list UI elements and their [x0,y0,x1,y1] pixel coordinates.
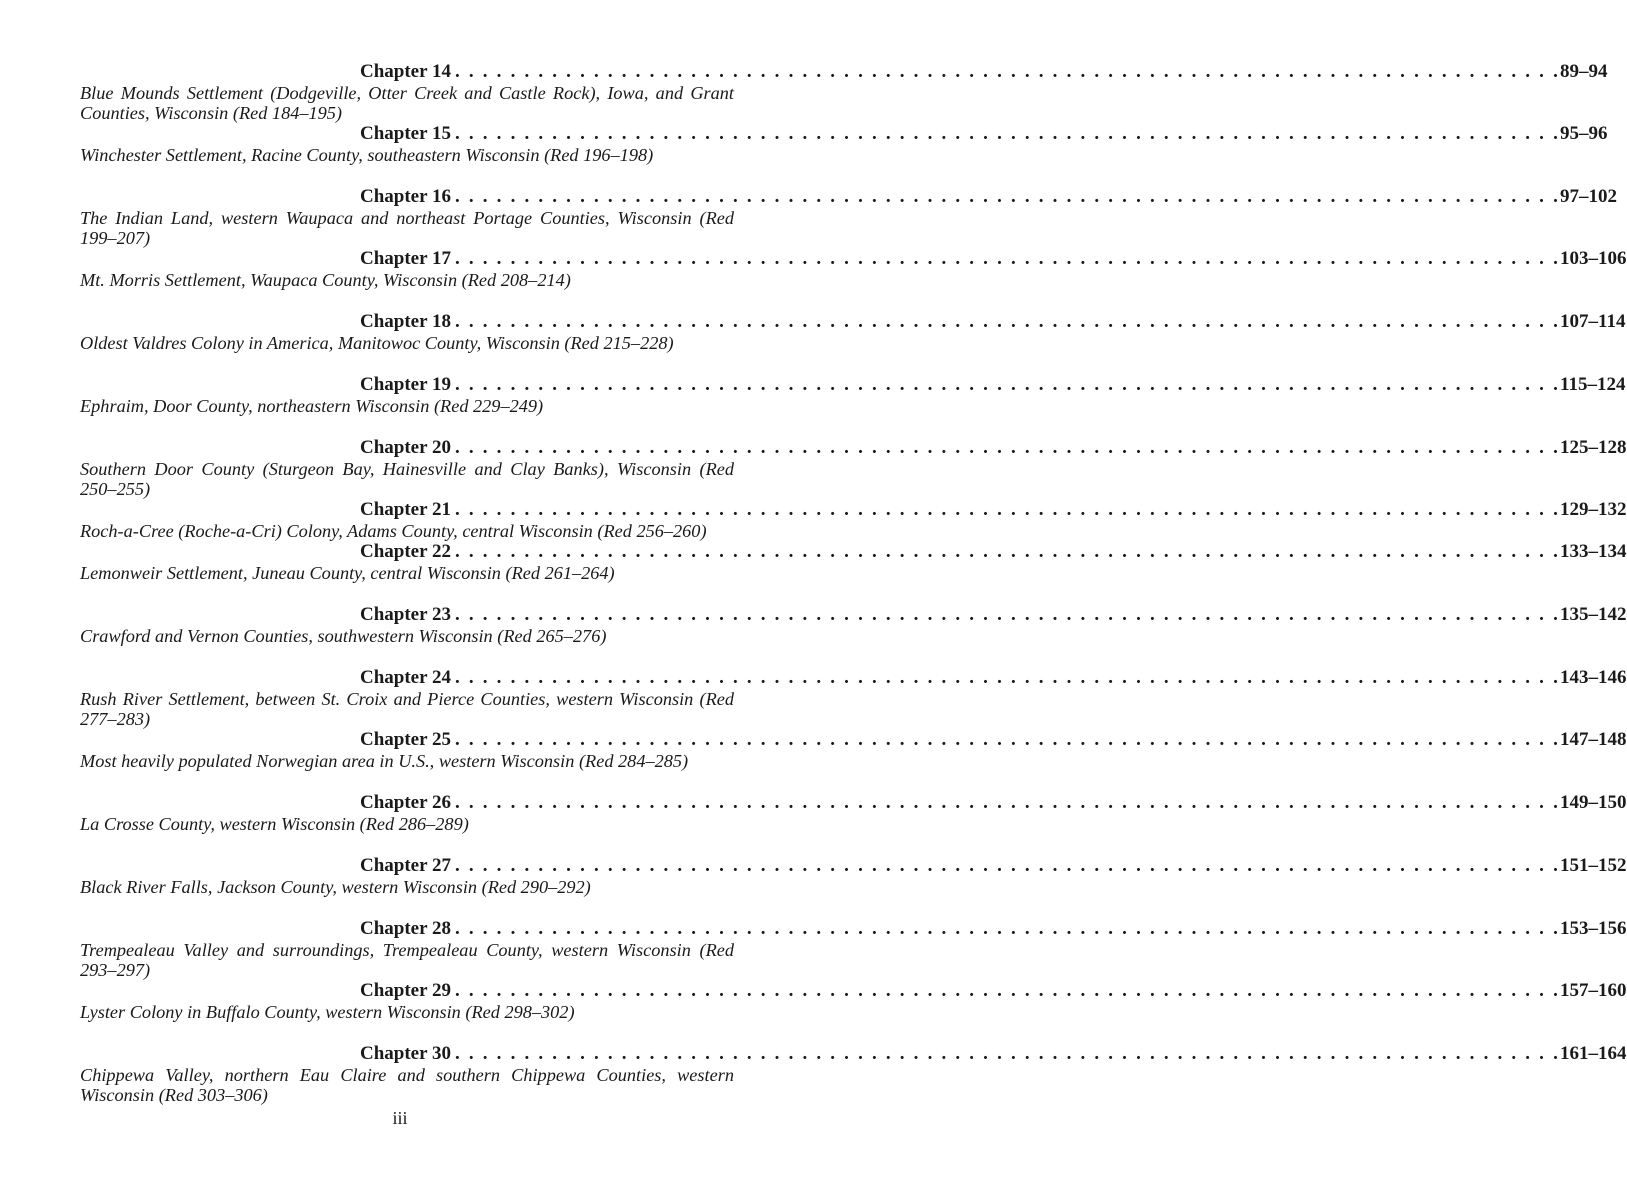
chapter-description: Black River Falls, Jackson County, western Wisconsin (Red 290–292) [80,877,591,897]
toc-entry [80,541,1627,583]
dot-leader: . . . . . . . . . . . . . . . . . . . . . . . . . . . . . . . . . . . . . . . . . . . . . . . . . . . . . . . . . . . . . . . . . . . . . . . . . . . . . . . . [454,61,1561,82]
toc-entry [80,499,1627,541]
page-range: 89–94 [1560,61,1608,82]
toc-entry [80,61,1608,123]
chapter-description: Most heavily populated Norwegian area in U.S., western Wisconsin (Red 284–285) [80,751,689,771]
page-range: 147–148 [1560,729,1627,750]
page-range: 161–164 [1560,1043,1627,1064]
chapter-title: Chapter 17 [360,248,451,269]
page-range: 153–156 [1560,918,1627,939]
chapter-description: The Indian Land, western Waupaca and northeast Portage Counties, Wisconsin (Red 199–207) [80,208,734,248]
chapter-description: La Crosse County, western Wisconsin (Red 286–289) [80,814,469,834]
chapter-description: Mt. Morris Settlement, Waupaca County, Wisconsin (Red 208–214) [80,270,571,290]
chapter-title: Chapter 18 [360,311,451,332]
dot-leader: . . . . . . . . . . . . . . . . . . . . . . . . . . . . . . . . . . . . . . . . . . . . . . . . . . . . . . . . . . . . . . . . . . . . . . . . . . . . . . . . [454,437,1561,458]
toc-entry [80,437,1627,499]
dot-leader: . . . . . . . . . . . . . . . . . . . . . . . . . . . . . . . . . . . . . . . . . . . . . . . . . . . . . . . . . . . . . . . . . . . . . . . . . . . . . . . . [454,186,1561,207]
chapter-title: Chapter 28 [360,918,451,939]
chapter-title: Chapter 22 [360,541,451,562]
chapter-title: Chapter 16 [360,186,451,207]
chapter-description: Lyster Colony in Buffalo County, western Wisconsin (Red 298–302) [80,1002,575,1022]
chapter-description: Chippewa Valley, northern Eau Claire and southern Chippewa Counties, western Wisconsin (Red 303–306) [80,1065,734,1105]
page-range: 103–106 [1560,248,1627,269]
toc-entry [80,918,1627,980]
chapter-title: Chapter 23 [360,604,451,625]
toc-entry [80,248,1627,290]
dot-leader: . . . . . . . . . . . . . . . . . . . . . . . . . . . . . . . . . . . . . . . . . . . . . . . . . . . . . . . . . . . . . . . . . . . . . . . . . . . . . . . . [454,311,1561,332]
page-range: 97–102 [1560,186,1618,207]
toc-entry [80,123,1608,165]
toc-entry [80,980,1627,1022]
dot-leader: . . . . . . . . . . . . . . . . . . . . . . . . . . . . . . . . . . . . . . . . . . . . . . . . . . . . . . . . . . . . . . . . . . . . . . . . . . . . . . . . [454,248,1561,269]
dot-leader: . . . . . . . . . . . . . . . . . . . . . . . . . . . . . . . . . . . . . . . . . . . . . . . . . . . . . . . . . . . . . . . . . . . . . . . . . . . . . . . . [454,667,1561,688]
chapter-title: Chapter 14 [360,61,451,82]
dot-leader: . . . . . . . . . . . . . . . . . . . . . . . . . . . . . . . . . . . . . . . . . . . . . . . . . . . . . . . . . . . . . . . . . . . . . . . . . . . . . . . . [454,1043,1561,1064]
chapter-description: Rush River Settlement, between St. Croix and Pierce Counties, western Wisconsin (Red 277–283) [80,689,734,729]
dot-leader: . . . . . . . . . . . . . . . . . . . . . . . . . . . . . . . . . . . . . . . . . . . . . . . . . . . . . . . . . . . . . . . . . . . . . . . . . . . . . . . . [454,918,1561,939]
toc-entry [80,1043,1627,1105]
dot-leader: . . . . . . . . . . . . . . . . . . . . . . . . . . . . . . . . . . . . . . . . . . . . . . . . . . . . . . . . . . . . . . . . . . . . . . . . . . . . . . . . [454,499,1561,520]
chapter-description: Trempealeau Valley and surroundings, Trempealeau County, western Wisconsin (Red 293–297) [80,940,734,980]
chapter-title: Chapter 21 [360,499,451,520]
page-range: 143–146 [1560,667,1627,688]
toc-entry [80,604,1627,646]
page-range: 125–128 [1560,437,1627,458]
dot-leader: . . . . . . . . . . . . . . . . . . . . . . . . . . . . . . . . . . . . . . . . . . . . . . . . . . . . . . . . . . . . . . . . . . . . . . . . . . . . . . . . [454,980,1561,1001]
toc-entry [80,186,1618,248]
dot-leader: . . . . . . . . . . . . . . . . . . . . . . . . . . . . . . . . . . . . . . . . . . . . . . . . . . . . . . . . . . . . . . . . . . . . . . . . . . . . . . . . [454,792,1561,813]
dot-leader: . . . . . . . . . . . . . . . . . . . . . . . . . . . . . . . . . . . . . . . . . . . . . . . . . . . . . . . . . . . . . . . . . . . . . . . . . . . . . . . . [454,374,1561,395]
page-range: 157–160 [1560,980,1627,1001]
page-range: 151–152 [1560,855,1627,876]
page-range: 135–142 [1560,604,1627,625]
chapter-description: Oldest Valdres Colony in America, Manitowoc County, Wisconsin (Red 215–228) [80,333,674,353]
chapter-description: Winchester Settlement, Racine County, southeastern Wisconsin (Red 196–198) [80,145,654,165]
chapter-title: Chapter 30 [360,1043,451,1064]
page-range: 115–124 [1560,374,1626,395]
chapter-title: Chapter 25 [360,729,451,750]
page-range: 149–150 [1560,792,1627,813]
toc-entry [80,855,1627,897]
chapter-title: Chapter 20 [360,437,451,458]
chapter-description: Southern Door County (Sturgeon Bay, Hainesville and Clay Banks), Wisconsin (Red 250–255) [80,459,734,499]
toc-entry [80,311,1626,353]
chapter-title: Chapter 15 [360,123,451,144]
chapter-description: Lemonweir Settlement, Juneau County, central Wisconsin (Red 261–264) [80,563,615,583]
dot-leader: . . . . . . . . . . . . . . . . . . . . . . . . . . . . . . . . . . . . . . . . . . . . . . . . . . . . . . . . . . . . . . . . . . . . . . . . . . . . . . . . [454,855,1561,876]
chapter-title: Chapter 27 [360,855,451,876]
chapter-title: Chapter 26 [360,792,451,813]
page-range: 129–132 [1560,499,1627,520]
page-range: 107–114 [1560,311,1626,332]
chapter-description: Roch-a-Cree (Roche-a-Cri) Colony, Adams County, central Wisconsin (Red 256–260) [80,521,707,541]
dot-leader: . . . . . . . . . . . . . . . . . . . . . . . . . . . . . . . . . . . . . . . . . . . . . . . . . . . . . . . . . . . . . . . . . . . . . . . . . . . . . . . . [454,123,1561,144]
chapter-description: Blue Mounds Settlement (Dodgeville, Otter Creek and Castle Rock), Iowa, and Grant Counties, Wisconsin (Red 184–195) [80,83,734,123]
chapter-title: Chapter 19 [360,374,451,395]
chapter-title: Chapter 29 [360,980,451,1001]
dot-leader: . . . . . . . . . . . . . . . . . . . . . . . . . . . . . . . . . . . . . . . . . . . . . . . . . . . . . . . . . . . . . . . . . . . . . . . . . . . . . . . . [454,729,1561,750]
page-number: iii [392,1108,408,1128]
toc-entry [80,667,1627,729]
toc-entry [80,374,1626,416]
table-of-contents [80,61,1627,1105]
toc-entry [80,729,1627,771]
toc-entry [80,792,1627,834]
page-range: 95–96 [1560,123,1608,144]
dot-leader: . . . . . . . . . . . . . . . . . . . . . . . . . . . . . . . . . . . . . . . . . . . . . . . . . . . . . . . . . . . . . . . . . . . . . . . . . . . . . . . . [454,604,1561,625]
dot-leader: . . . . . . . . . . . . . . . . . . . . . . . . . . . . . . . . . . . . . . . . . . . . . . . . . . . . . . . . . . . . . . . . . . . . . . . . . . . . . . . . [454,541,1561,562]
chapter-description: Ephraim, Door County, northeastern Wisconsin (Red 229–249) [80,396,544,416]
chapter-title: Chapter 24 [360,667,451,688]
page-range: 133–134 [1560,541,1627,562]
chapter-description: Crawford and Vernon Counties, southwestern Wisconsin (Red 265–276) [80,626,607,646]
